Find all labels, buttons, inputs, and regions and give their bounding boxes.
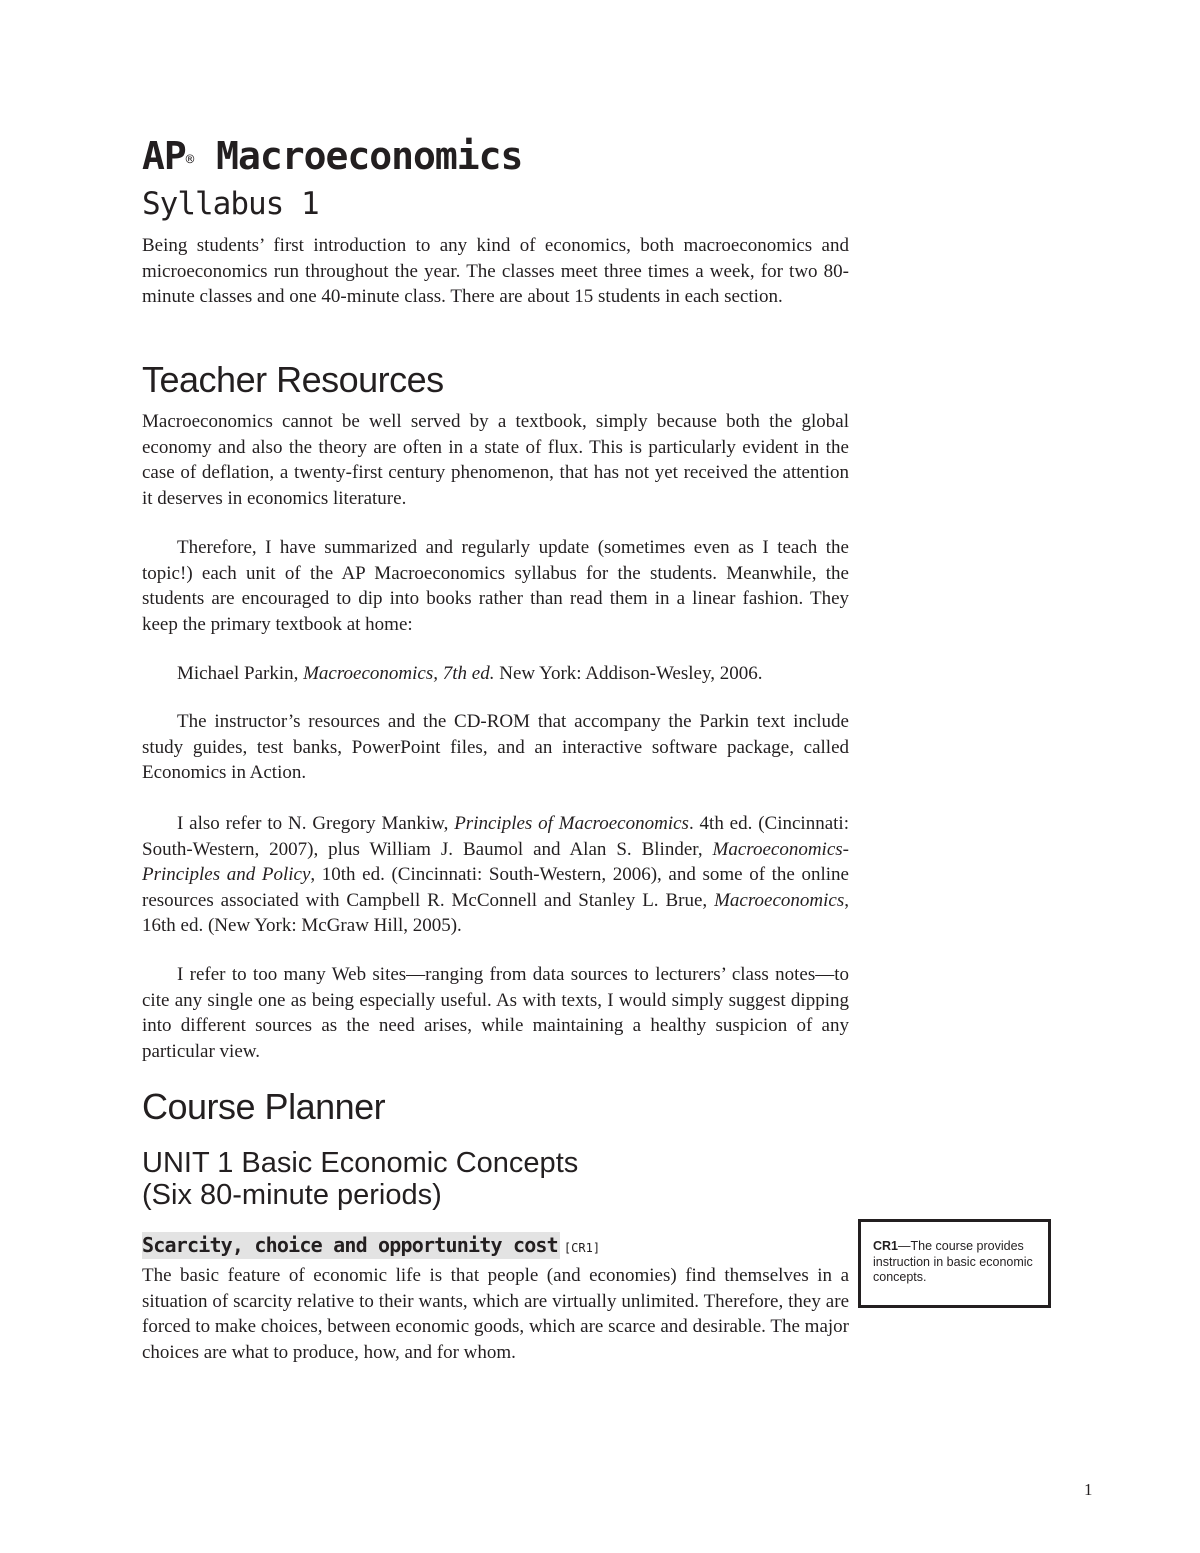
p4-title-mankiw: Principles of Macroeconomics	[454, 813, 689, 834]
p4-text-e: , 10th ed. (Cincinnati: South-Western, 2006), and some of the online resources associated with Campbell R. McConnell and Stanley L. Brue,	[142, 864, 849, 911]
p4-text-c: . 4th ed. (Cincinnati: South-Western, 2007), plus William J. Baumol and Alan S. Blinder,	[142, 813, 849, 860]
title-ap: AP	[142, 134, 186, 178]
course-planner-heading: Course Planner	[142, 1086, 386, 1127]
citation-author: Michael Parkin,	[177, 663, 304, 684]
p4-title-baumol: Macroeconomics-Principles and Policy	[142, 838, 849, 885]
teacher-resources-heading: Teacher Resources	[142, 359, 444, 400]
topic-label: Scarcity, choice and opportunity cost	[142, 1233, 558, 1257]
topic-heading	[142, 1232, 600, 1261]
unit-1-title: UNIT 1 Basic Economic Concepts	[142, 1147, 579, 1179]
textbook-citation	[177, 661, 762, 687]
teacher-resources-paragraph-2: Therefore, I have summarized and regularly update (sometimes even as I teach the topic!) each unit of the AP Macroeconomics syllabus for the students. Meanwhile, the students are encouraged to dip into books rather than read them in a linear fashion. They keep the primary textbook at home:	[142, 537, 849, 635]
registered-mark: ®	[185, 152, 195, 168]
teacher-resources-paragraph-1: Macroeconomics cannot be well served by a textbook, simply because both the global economy and also the theory are often in a state of flux. This is particularly evident in the case of deflation, a twenty-first century phenomenon, that has not yet received the attention it deserves in economics literature.	[142, 411, 849, 509]
citation-title: Macroeconomics, 7th ed.	[303, 663, 495, 684]
p4-text-g: , 16th ed. (New York: McGraw Hill, 2005).	[142, 889, 849, 936]
teacher-resources-paragraph-3: The instructor’s resources and the CD-ROM that accompany the Parkin text include study guides, test banks, PowerPoint files, and an interactive software package, called Economics in Action.	[142, 711, 849, 783]
topic-paragraph: The basic feature of economic life is that people (and economies) find themselves in a situation of scarcity relative to their wants, which are virtually unlimited. Therefore, they are forced to make choices, between economic goods, which are scarce and desirable. The major choices are what to produce, how, and for whom.	[142, 1265, 849, 1363]
document-title	[142, 134, 522, 178]
unit-1-duration: (Six 80-minute periods)	[142, 1179, 442, 1211]
p4-text-a: I also refer to N. Gregory Mankiw,	[177, 813, 455, 834]
curricular-requirement-note	[858, 1219, 1051, 1308]
teacher-resources-paragraph-5: I refer to too many Web sites—ranging from data sources to lecturers’ class notes—to cite any single one as being especially useful. As with texts, I would simply suggest dipping into different sources as the need arises, while maintaining a healthy suspicion of any particular view.	[142, 964, 849, 1062]
citation-publisher: New York: Addison-Wesley, 2006.	[494, 663, 763, 684]
note-code: CR1	[873, 1239, 899, 1253]
teacher-resources-paragraph-4	[142, 811, 849, 939]
syllabus-subtitle: Syllabus 1	[142, 186, 319, 222]
curricular-requirement-ref: [CR1]	[563, 1241, 601, 1255]
p4-title-mcconnell: Macroeconomics	[714, 889, 845, 911]
page-number: 1	[1084, 1480, 1093, 1499]
note-text: —The course provides instruction in basic economic concepts.	[873, 1239, 1033, 1284]
intro-paragraph: Being students’ first introduction to any kind of economics, both macroeconomics and microeconomics run throughout the year. The classes meet three times a week, for two 80-minute classes and one 40-minute class. There are about 15 students in each section.	[142, 235, 849, 307]
title-rest: Macroeconomics	[194, 134, 523, 178]
